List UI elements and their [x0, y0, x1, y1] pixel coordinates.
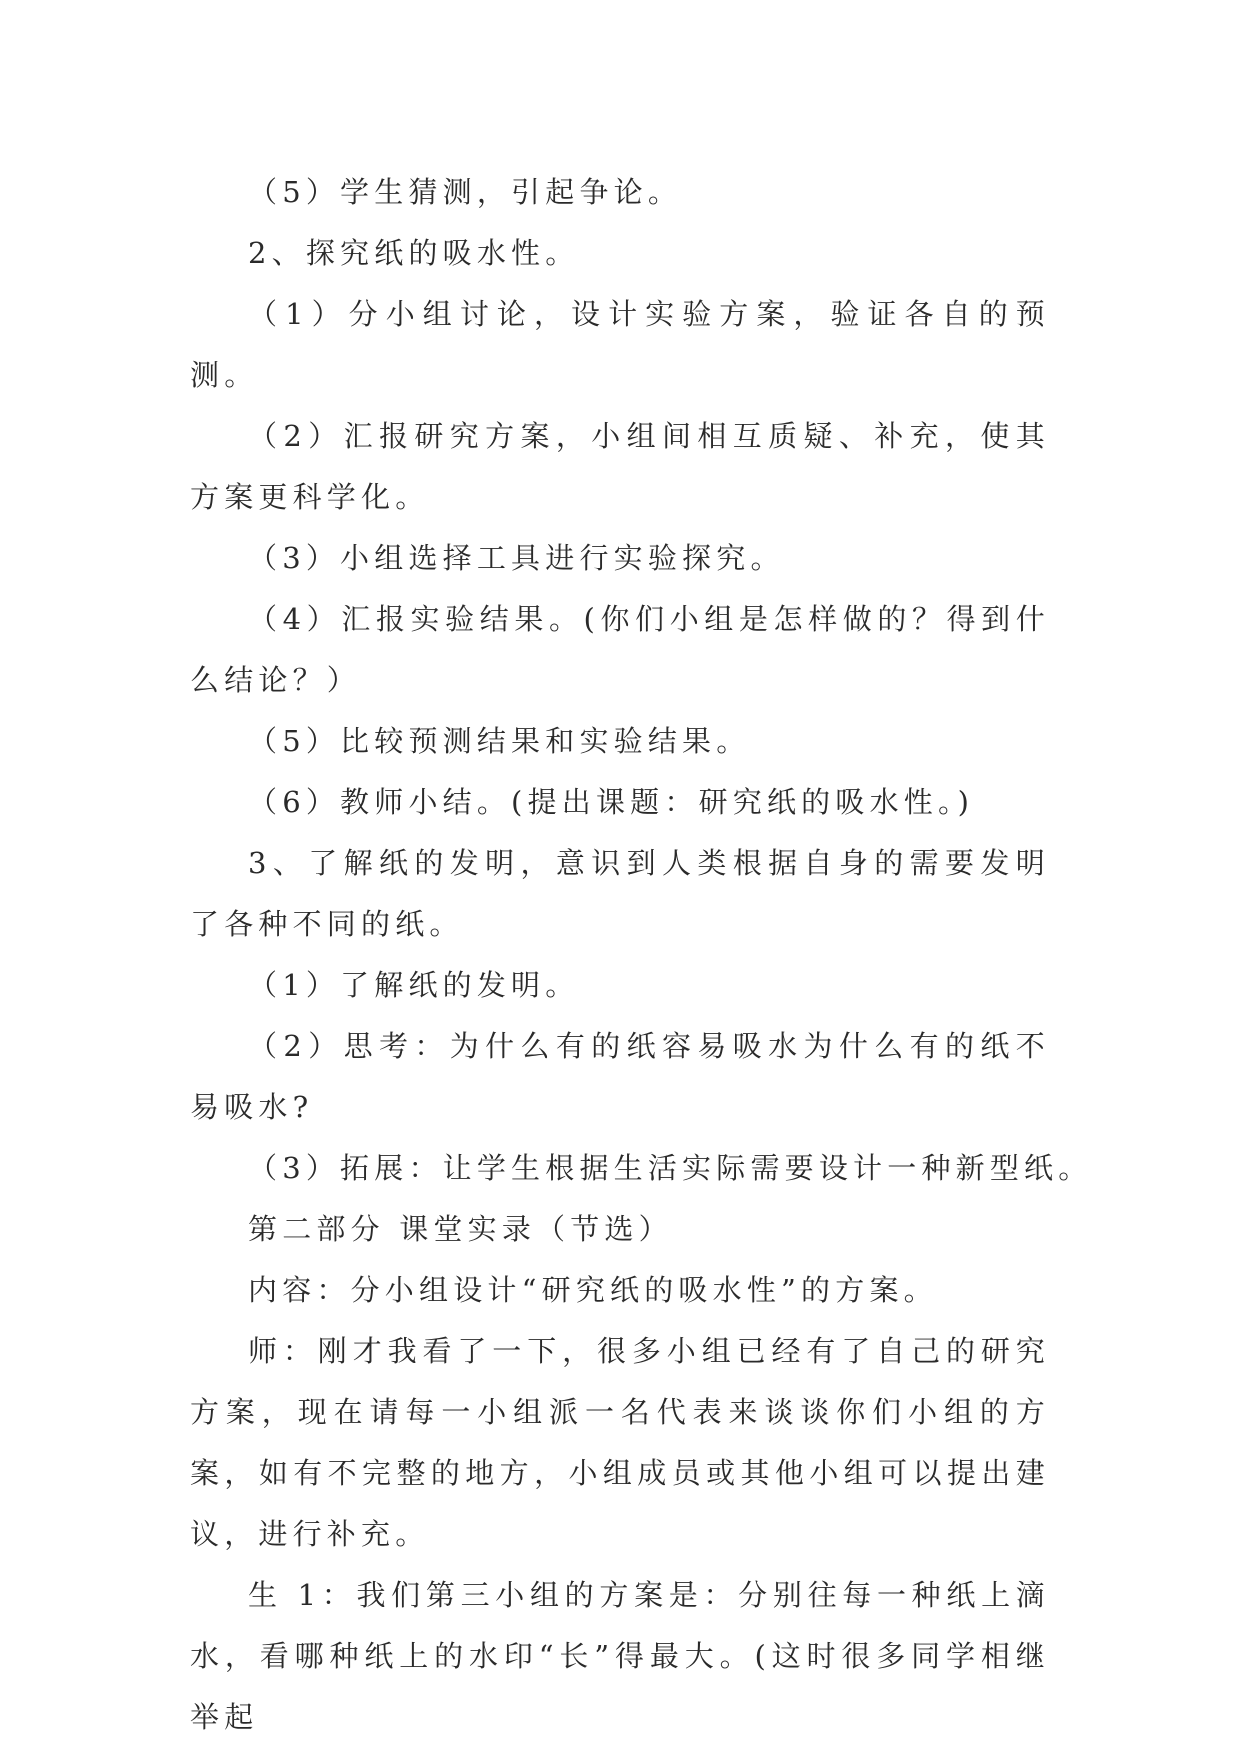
paragraph: 内容：分小组设计“研究纸的吸水性”的方案。 [248, 1273, 938, 1307]
paragraph: 3、了解纸的发明，意识到人类根据自身的需要发明了各种不同的纸。 [190, 846, 1050, 941]
paragraph: 2、探究纸的吸水性。 [248, 236, 580, 270]
paragraph: （1）了解纸的发明。 [248, 968, 580, 1002]
document-body [190, 162, 1093, 1748]
paragraph: （5）学生猜测，引起争论。 [248, 175, 683, 209]
paragraph: （1）分小组讨论，设计实验方案，验证各自的预测。 [190, 297, 1050, 392]
paragraph: 生 1：我们第三小组的方案是：分别往每一种纸上滴水，看哪种纸上的水印“长”得最大。(这时很多同学相继举起 [190, 1578, 1050, 1734]
paragraph: （4）汇报实验结果。(你们小组是怎样做的？得到什么结论？） [190, 602, 1050, 697]
paragraph: （6）教师小结。(提出课题：研究纸的吸水性。) [248, 785, 975, 819]
paragraph: （5）比较预测结果和实验结果。 [248, 724, 751, 758]
paragraph: 师：刚才我看了一下，很多小组已经有了自己的研究方案，现在请每一小组派一名代表来谈谈你们小组的方案，如有不完整的地方，小组成员或其他小组可以提出建议，进行补充。 [190, 1334, 1050, 1551]
paragraph: （3）小组选择工具进行实验探究。 [248, 541, 785, 575]
paragraph: （2）汇报研究方案，小组间相互质疑、补充，使其方案更科学化。 [190, 419, 1050, 514]
paragraph: （3）拓展：让学生根据生活实际需要设计一种新型纸。 [248, 1151, 1093, 1185]
paragraph: （2）思考：为什么有的纸容易吸水为什么有的纸不易吸水? [190, 1029, 1050, 1124]
section-heading: 第二部分 课堂实录（节选） [248, 1212, 673, 1246]
